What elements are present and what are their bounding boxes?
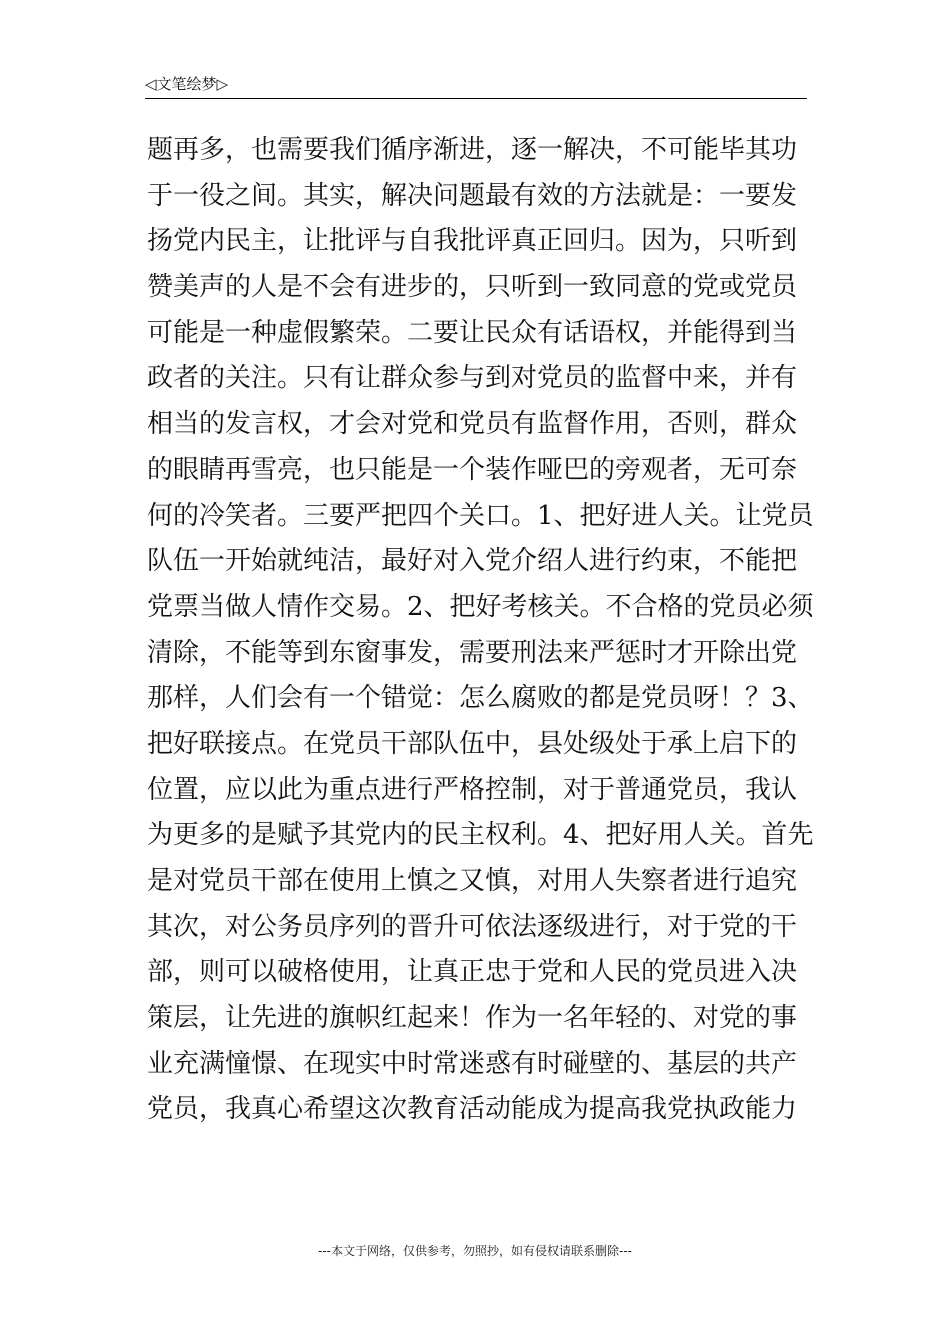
body-line-20: 策层，让先进的旗帜红起来！作为一名年轻的、对党的事 bbox=[147, 1003, 798, 1034]
body-line-19: 部，则可以破格使用，让真正忠于党和人民的党员进入决 bbox=[147, 957, 798, 988]
body-line-14: 把好联接点。在党员干部队伍中，县处级处于承上启下的 bbox=[147, 728, 798, 759]
header-title: ◁文笔绘梦▷ bbox=[145, 75, 229, 93]
body-line-3: 扬党内民主，让批评与自我批评真正回归。因为，只听到 bbox=[147, 226, 798, 257]
page-header bbox=[145, 74, 807, 99]
body-line-2: 于一役之间。其实，解决问题最有效的方法就是：一要发 bbox=[147, 180, 798, 211]
body-line-15: 位置，应以此为重点进行严格控制，对于普通党员，我认 bbox=[147, 774, 798, 805]
body-line-18: 其次，对公务员序列的晋升可依法逐级进行，对于党的干 bbox=[147, 911, 798, 942]
body-line-8: 的眼睛再雪亮，也只能是一个装作哑巴的旁观者，无可奈 bbox=[147, 454, 798, 485]
body-line-21: 业充满憧憬、在现实中时常迷惑有时碰壁的、基层的共产 bbox=[147, 1048, 798, 1079]
body-line-17: 是对党员干部在使用上慎之又慎，对用人失察者进行追究 bbox=[147, 866, 798, 896]
document-body bbox=[147, 128, 812, 1133]
body-line-4: 赞美声的人是不会有进步的，只听到一致同意的党或党员 bbox=[147, 272, 798, 303]
body-line-16: 为更多的是赋予其党内的民主权利。4、把好用人关。首先 bbox=[147, 820, 814, 851]
body-line-7: 相当的发言权，才会对党和党员有监督作用，否则，群众 bbox=[147, 409, 798, 440]
body-line-10: 队伍一开始就纯洁，最好对入党介绍人进行约束，不能把 bbox=[147, 546, 798, 577]
footer-disclaimer: ---本文于网络，仅供参考，勿照抄，如有侵权请联系删除--- bbox=[318, 1244, 632, 1258]
body-line-13: 那样，人们会有一个错觉：怎么腐败的都是党员呀！？3、 bbox=[147, 683, 814, 714]
body-line-1: 题再多，也需要我们循序渐进，逐一解决，不可能毕其功 bbox=[147, 135, 798, 165]
body-line-9: 何的冷笑者。三要严把四个关口。1、把好进人关。让党员 bbox=[147, 500, 814, 531]
body-line-5: 可能是一种虚假繁荣。二要让民众有话语权，并能得到当 bbox=[147, 317, 798, 348]
body-line-12: 清除，不能等到东窗事发，需要刑法来严惩时才开除出党 bbox=[147, 637, 798, 668]
body-line-6: 政者的关注。只有让群众参与到对党员的监督中来，并有 bbox=[147, 363, 798, 394]
body-line-11: 党票当做人情作交易。2、把好考核关。不合格的党员必须 bbox=[147, 591, 814, 622]
body-line-22: 党员，我真心希望这次教育活动能成为提高我党执政能力 bbox=[147, 1094, 798, 1125]
